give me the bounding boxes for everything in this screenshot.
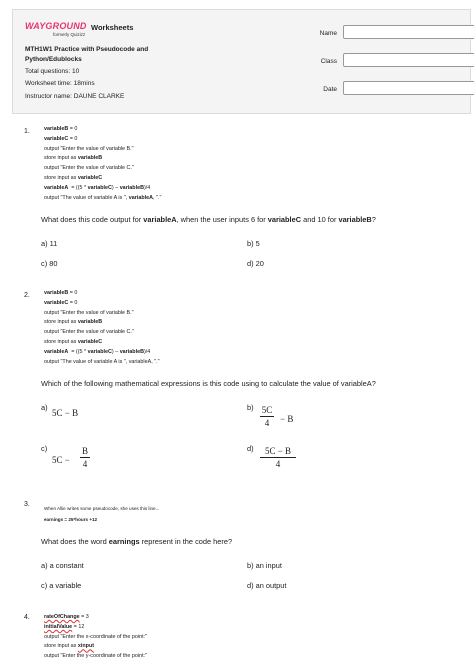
worksheet-time: Worksheet time: 18mins — [25, 80, 95, 87]
answer-option[interactable]: a) a constant — [41, 561, 84, 570]
class-field[interactable] — [343, 53, 474, 67]
answer-option[interactable]: d) an output — [247, 581, 287, 590]
question-text: Which of the following mathematical expressions is this code using to calculate the value of variableA? — [41, 379, 376, 388]
code-line: output "Enter the value of variable C." — [44, 165, 134, 172]
class-label: Class — [320, 58, 337, 65]
fraction-denominator: 4 — [275, 459, 281, 469]
code-line: store input as variableC — [44, 174, 103, 181]
answer-option[interactable]: a) 11 — [41, 239, 58, 248]
answer-option[interactable]: b) 5 — [247, 239, 260, 248]
math-expression: 5C − — [52, 455, 70, 465]
fraction-denominator: 4 — [82, 459, 88, 469]
code-line: variableC = 0 — [44, 135, 78, 142]
code-line: output "Enter the value of variable C." — [44, 329, 134, 336]
pseudocode-block — [44, 125, 161, 203]
code-line: initialValue = 12 — [44, 623, 85, 630]
fraction — [260, 446, 296, 469]
pseudocode-block — [44, 289, 160, 367]
math-expression: 5C − B — [52, 408, 79, 418]
option-label[interactable]: c) — [41, 444, 48, 453]
date-label: Date — [323, 86, 337, 93]
math-expression: − B — [280, 414, 294, 424]
code-line: store input as variableB — [44, 155, 103, 162]
option-label[interactable]: a) — [41, 403, 48, 412]
section-title: Worksheets — [91, 23, 134, 32]
code-line: variableA = ((5 * variableC) – variableB)/4 — [44, 184, 151, 191]
code-line: output "Enter the value of variable B." — [44, 145, 134, 152]
question-number: 1. — [24, 128, 30, 135]
code-line: output "Enter the x-coordinate of the point:" — [44, 633, 148, 640]
code-line: store input as xinput — [44, 643, 95, 650]
name-label: Name — [319, 30, 337, 37]
option-label[interactable]: d) — [247, 444, 254, 453]
answer-option[interactable]: d) 20 — [247, 259, 264, 268]
code-line: variableA = ((5 * variableC) – variableB)/4 — [44, 348, 151, 355]
wayground-logo — [25, 21, 87, 37]
code-line: output "Enter the y-coordinate of the point:" — [44, 653, 148, 660]
fraction — [80, 446, 90, 469]
date-field[interactable] — [343, 81, 474, 95]
instructor-name: Instructor name: DAUNE CLARKE — [25, 93, 125, 100]
logo-subtitle: formerly Quizizz — [53, 32, 86, 37]
code-line: output "The value of variable A is ", variableA, "." — [44, 358, 160, 365]
answer-option[interactable]: b) an input — [247, 561, 282, 570]
worksheet-header — [12, 9, 471, 114]
question-text: What does the word earnings represent in the code here? — [41, 537, 233, 546]
code-line: output "Enter the value of variable B." — [44, 309, 134, 316]
question-number: 4. — [24, 614, 30, 621]
question-number: 3. — [24, 501, 30, 508]
pseudocode-block — [44, 613, 147, 662]
code-line: rateOfChange = 3 — [44, 614, 89, 620]
option-label[interactable]: b) — [247, 403, 254, 412]
fraction-numerator: 5C − B — [264, 446, 292, 456]
fraction-denominator: 4 — [264, 418, 270, 428]
code-line: variableB = 0 — [44, 126, 78, 132]
question-number: 2. — [24, 292, 30, 299]
code-line: variableB = 0 — [44, 290, 78, 296]
code-line: store input as variableB — [44, 319, 103, 326]
name-field[interactable] — [343, 25, 474, 39]
total-questions: Total questions: 10 — [25, 68, 80, 75]
fraction-numerator: 5C — [261, 405, 273, 415]
worksheet-title: MTH1W1 Practice with Pseudocode and Python/Edublocks — [25, 46, 149, 63]
code-line: earnings = 25*hours +12 — [44, 517, 98, 522]
fraction-numerator: B — [81, 446, 88, 456]
question-intro: When Allie writes some pseudocode, she uses this line... — [44, 506, 160, 511]
logo-wordmark: WAYGROUND — [25, 21, 87, 31]
code-line: output "The value of variable A is ", variableA, "." — [44, 194, 162, 201]
fraction — [260, 405, 274, 428]
code-line: store input as variableC — [44, 338, 103, 345]
question-text: What does this code output for variableA, when the user inputs 6 for variableC and 10 for variableB? — [41, 215, 376, 224]
answer-option[interactable]: c) 80 — [41, 259, 58, 268]
answer-option[interactable]: c) a variable — [41, 581, 82, 590]
code-line: variableC = 0 — [44, 299, 78, 306]
